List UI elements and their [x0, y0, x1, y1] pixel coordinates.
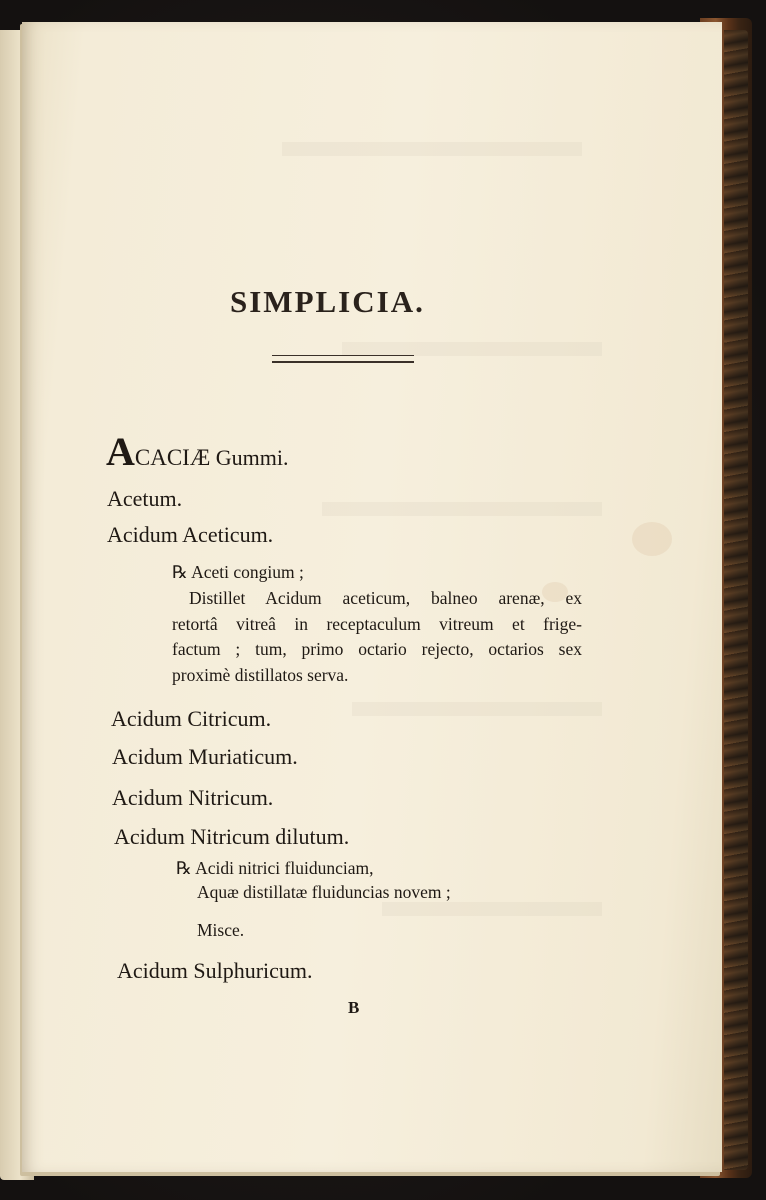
entry-acidum-nitricum: Acidum Nitricum.	[112, 785, 274, 810]
show-through	[352, 702, 602, 716]
title-rule	[272, 355, 414, 363]
drop-cap: A	[106, 429, 135, 474]
paragraph-line: Distillet Acidum aceticum, balneo arenæ, ex	[189, 588, 582, 608]
page-title: SIMPLICIA.	[230, 284, 425, 319]
entry-rest: Gummi.	[215, 445, 289, 470]
recipe-line: Misce.	[197, 920, 245, 940]
marbled-cover	[724, 30, 748, 1170]
recipe-paragraph	[172, 586, 582, 688]
show-through	[282, 142, 582, 156]
recipe-line: ℞ Acidi nitrici fluidunciam,	[176, 858, 374, 878]
entry-acidum-nitricum-dilutum: Acidum Nitricum dilutum.	[114, 824, 350, 849]
entry-acetum: Acetum.	[107, 486, 183, 511]
paragraph-line: retortâ vitreâ in receptaculum vitreum et frige-	[172, 613, 582, 634]
entry-acidum-sulphuricum: Acidum Sulphuricum.	[117, 958, 313, 983]
recipe-line: ℞ Aceti congium ;	[172, 562, 304, 582]
entry-acidum-citricum: Acidum Citricum.	[111, 706, 272, 731]
show-through	[382, 902, 602, 916]
show-through	[342, 342, 602, 356]
foxing-spot	[632, 522, 672, 556]
show-through	[322, 502, 602, 516]
paragraph-line: factum ; tum, primo octario rejecto, octarios sex	[172, 639, 582, 659]
recipe-line: Aquæ distillatæ fluiduncias novem ;	[197, 882, 451, 902]
signature-mark: B	[348, 998, 360, 1017]
entry-acidum-muriaticum: Acidum Muriaticum.	[112, 744, 298, 769]
entry-acaciae	[106, 428, 289, 475]
entry-acidum-aceticum: Acidum Aceticum.	[107, 522, 274, 547]
small-caps-word: CACIÆ	[134, 445, 211, 470]
paragraph-line: proximè distillatos serva.	[172, 664, 349, 685]
